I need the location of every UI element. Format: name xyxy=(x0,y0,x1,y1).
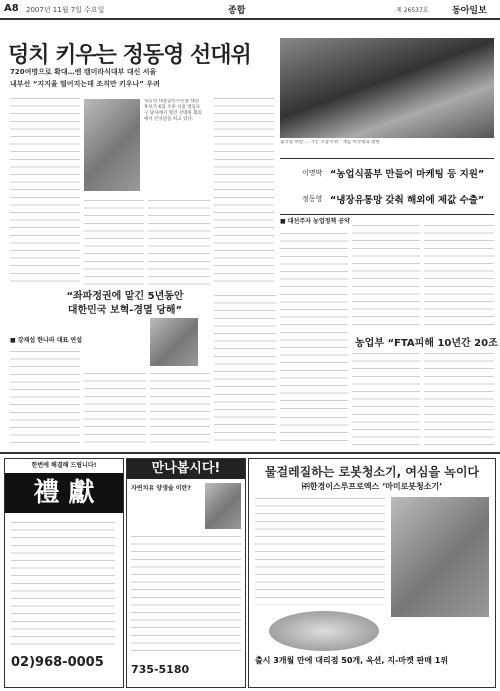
left-story-column-1 xyxy=(10,348,80,446)
page-header xyxy=(0,0,500,20)
issue-date: 2007년 11월 7일 수요일 xyxy=(26,6,105,14)
protest-photo xyxy=(280,38,494,138)
ad-yehun-phone: 02)968-0005 xyxy=(11,655,104,670)
ad-robot-cleaner xyxy=(248,458,496,688)
ad-robot-offer: 출시 3개월 만에 대리점 50개, 옥션, 지-마켓 판매 1위 xyxy=(255,656,449,665)
farm-column-1 xyxy=(352,350,420,445)
issue-number: 제 26537호 xyxy=(396,7,429,14)
main-story-column-2 xyxy=(84,197,144,287)
left-story-column-2 xyxy=(84,370,146,446)
ad-meeting-phone: 735-5180 xyxy=(131,663,190,676)
left-story-title-line-2: 대한민국 보혁-경멸 당해” xyxy=(67,305,183,316)
left-story-byline: ■ 강재섭 한나라 대표 연설 xyxy=(10,337,82,344)
chung-photo-caption: 정동영 대통합민주신당 대선 후보가 6일 오후 서울 영등포구 당사에서 열린 선대위 회의에서 인사말을 하고 있다. xyxy=(144,99,202,122)
ad-meeting-title: 만나봅시다! xyxy=(127,459,245,479)
ad-meeting-body xyxy=(131,533,241,653)
ad-robot-title: 물걸레질하는 로봇청소기, 여심을 녹이다 xyxy=(264,465,480,479)
ad-robot-company: ㈜한경이스루프로엑스 ‘마미로봇청소기’ xyxy=(301,482,443,491)
farm-column-2 xyxy=(424,350,494,445)
page-number: A8 xyxy=(4,3,19,14)
chung-name: 정동영 xyxy=(302,195,323,203)
ad-robot-ceo-photo xyxy=(391,497,489,617)
policy-section-label: ■ 대선주자 농업정책 공약 xyxy=(280,218,350,225)
main-story-column-4 xyxy=(214,95,274,287)
protest-photo-caption: 출국장 떠난 … 가는 조롱시위 · 재임 미국대표 방한 xyxy=(280,140,380,145)
chung-quote: “냉장유통망 갖춰 해외에 제값 수출” xyxy=(330,195,485,206)
ad-yehun-title: 禮 獻 xyxy=(5,473,123,513)
main-subheadline xyxy=(10,66,270,90)
left-story-column-3 xyxy=(150,370,210,446)
main-story-column-1 xyxy=(10,95,80,285)
ad-divider xyxy=(0,452,500,454)
ad-yehun-body xyxy=(11,519,115,647)
newspaper-brand: 동아일보 xyxy=(452,6,487,16)
left-story-column-4 xyxy=(214,292,276,446)
lee-quote: “농업식품부 만들어 마케팅 등 지원” xyxy=(330,169,485,180)
policy-column-1 xyxy=(280,230,348,410)
quote-divider-bottom xyxy=(280,214,494,215)
ad-meeting-subtitle: 자연치유 양생술 이란? xyxy=(131,485,191,492)
ad-meeting-photo xyxy=(205,483,241,529)
ad-robot-body xyxy=(255,495,385,605)
left-story-title-line-1: “좌파정권에 맡긴 5년동안 xyxy=(66,291,184,302)
farm-headline: 농업부 “FTA피해 10년간 20조 xyxy=(355,338,498,349)
chung-photo xyxy=(84,99,140,191)
ad-yehun-tagline: 한번에 해결해 드립니다! xyxy=(31,462,97,469)
policy-column-2 xyxy=(352,222,420,327)
lee-name: 이명박 xyxy=(302,169,323,177)
subheadline-line-1: 720여명으로 확대…엔 캠미라식대부 대신 서울 xyxy=(10,68,157,76)
policy-column-3 xyxy=(424,222,494,327)
kang-photo xyxy=(150,318,198,366)
subheadline-line-2: 내부선 “지지율 떨어지는데 조직만 키우나” 우려 xyxy=(10,80,160,88)
quote-divider-top xyxy=(280,158,494,159)
main-headline: 덩치 키우는 정동영 선대위 xyxy=(8,43,251,68)
section-name: 종합 xyxy=(228,6,246,16)
robot-cleaner-image xyxy=(269,611,379,651)
main-story-column-3 xyxy=(148,197,210,287)
policy-column-1-tail xyxy=(280,414,348,445)
left-story-title xyxy=(55,290,195,318)
ad-meeting xyxy=(126,458,246,688)
ad-yehun xyxy=(4,458,124,688)
